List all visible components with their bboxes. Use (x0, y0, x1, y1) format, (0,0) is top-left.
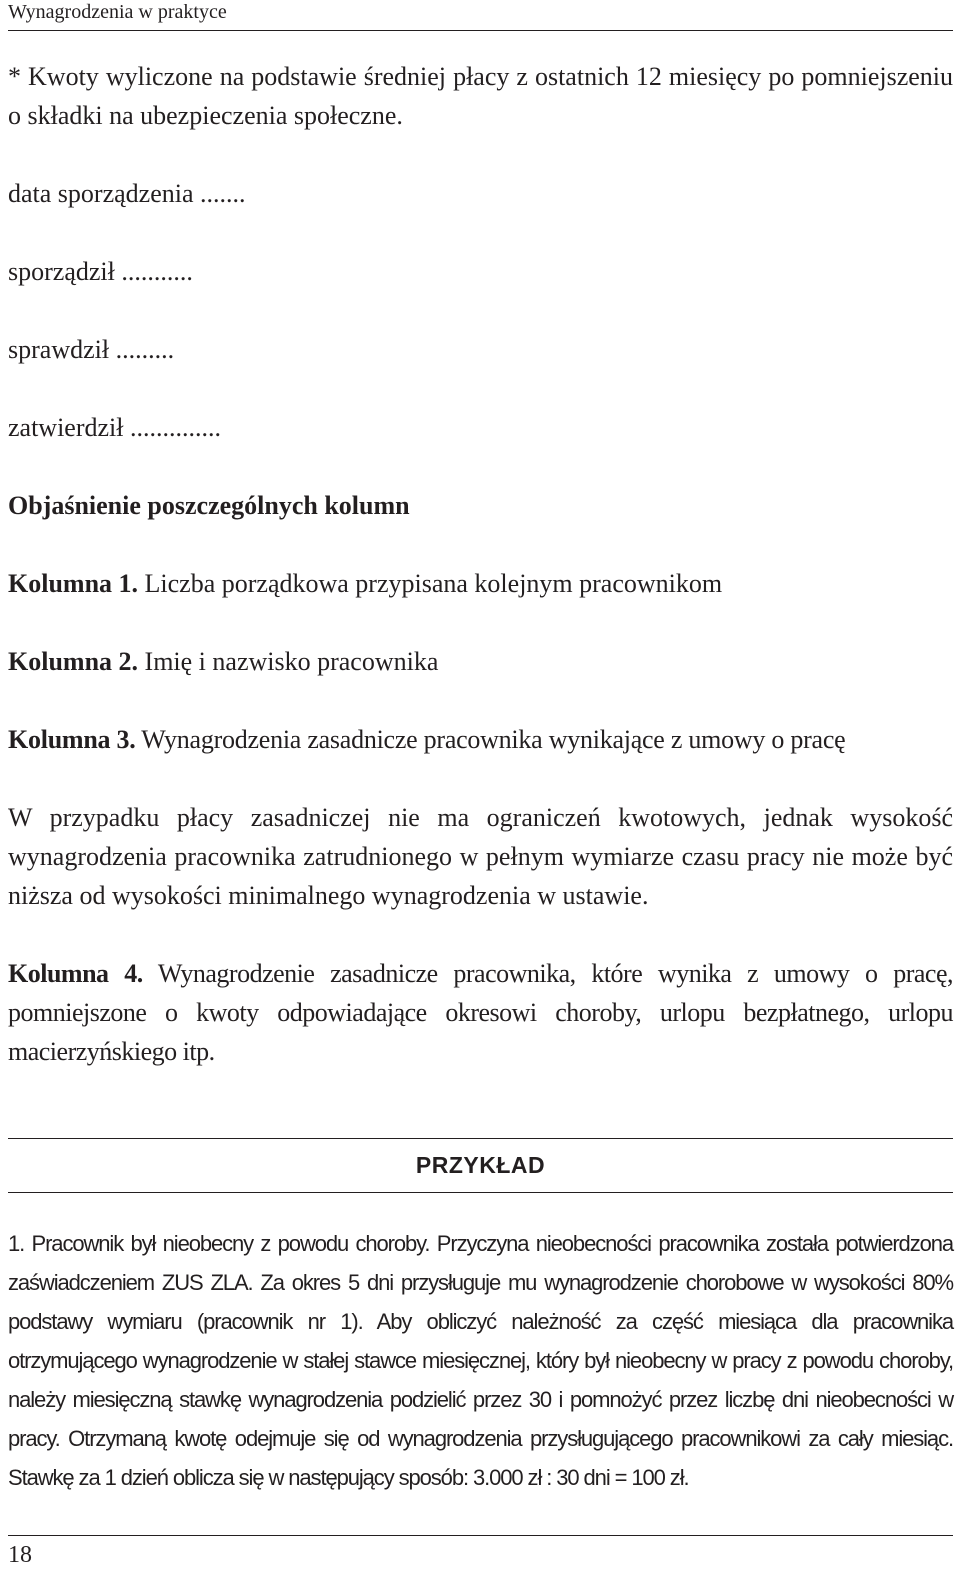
example-top-rule (8, 1138, 953, 1139)
footnote: * Kwoty wyliczone na podstawie średniej płacy z ostatnich 12 miesięcy po pomniejszeniu o składki na ubezpieczenia społeczne. (8, 62, 953, 130)
column-3-label: Kolumna 3. (8, 725, 136, 754)
column-1-description (8, 564, 953, 603)
section-heading: Objaśnienie poszczególnych kolumn (8, 491, 410, 520)
column-1-text: Liczba porządkowa przypisana kolejnym pracownikom (138, 569, 723, 598)
header-rule (8, 30, 953, 31)
example-title: PRZYKŁAD (415, 1152, 546, 1178)
footer-rule (8, 1535, 953, 1536)
column-2-label: Kolumna 2. (8, 647, 139, 676)
document-page (8, 0, 953, 1575)
column-2-description (8, 642, 953, 681)
column-4-label: Kolumna 4. (8, 959, 143, 988)
page-number: 18 (8, 1542, 32, 1568)
prepared-by-line: sporządził ........... (8, 257, 193, 286)
column-3-note: W przypadku płacy zasadniczej nie ma ograniczeń kwotowych, jednak wysokość wynagrodzenia pracownika zatrudnionego w pełnym wymiarze czasu pracy nie może być niższa od wysokości minimalnego wynagrodzenia w ustawie. (8, 803, 953, 910)
running-header: Wynagrodzenia w praktyce (8, 1, 227, 23)
column-4-text: Wynagrodzenie zasadnicze pracownika, które wynika z umowy o pracę, pomniejszone o kwoty odpowiadające okresowi choroby, urlopu bezpłatnego, urlopu macierzyńskiego itp. (8, 959, 953, 1066)
column-3-text: Wynagrodzenia zasadnicze pracownika wynikające z umowy o pracę (135, 725, 846, 754)
column-3-description (8, 720, 953, 759)
column-2-text: Imię i nazwisko pracownika (138, 647, 439, 676)
column-4-description (8, 954, 953, 1071)
approved-by-line: zatwierdził .............. (8, 413, 221, 442)
example-body: 1. Pracownik był nieobecny z powodu choroby. Przyczyna nieobecności pracownika została potwierdzona zaświadczeniem ZUS ZLA. Za okres 5 dni przysługuje mu wynagrodzenie chorobowe w wysokości 80% podstawy wymiaru (pracownik nr 1). Aby obliczyć należność za część miesiąca dla pracownika otrzymującego wynagrodzenie w stałej stawce miesięcznej, który był nieobecny w pracy z powodu choroby, należy miesięczną stawkę wynagrodzenia podzielić przez 30 i pomnożyć przez liczbę dni nieobecności w pracy. Otrzymaną kwotę odejmuje się od wynagrodzenia przysługującego pracownikowi za cały miesiąc. Stawkę za 1 dzień oblicza się w następujący sposób: 3.000 zł : 30 dni = 100 zł. (8, 1231, 953, 1490)
date-line: data sporządzenia ....... (8, 179, 246, 208)
column-1-label: Kolumna 1. (8, 569, 139, 598)
checked-by-line: sprawdził ......... (8, 335, 175, 364)
example-title-rule (8, 1192, 953, 1193)
